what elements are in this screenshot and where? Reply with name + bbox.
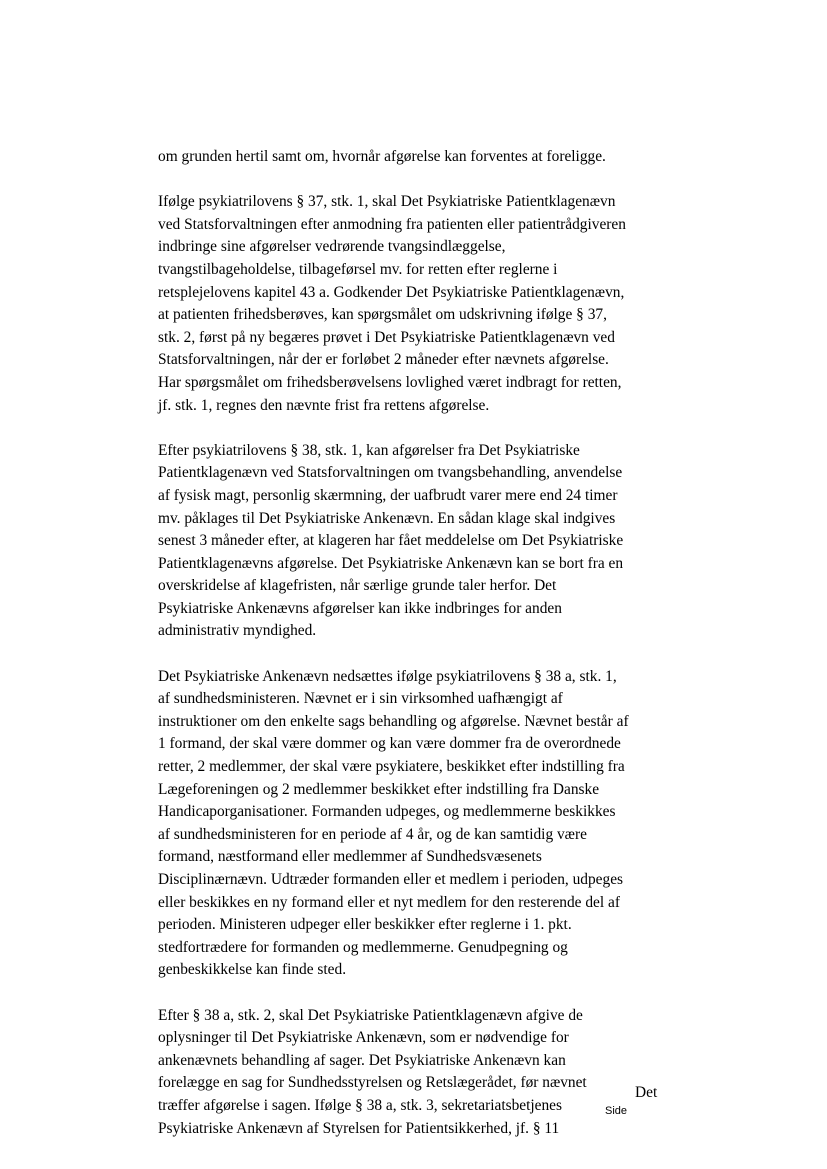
text-line: Psykiatriske Ankenævns afgørelser kan ikke indbringes for anden [158, 599, 562, 617]
text-line: overskridelse af klagefristen, når særlige grunde taler herfor. Det [158, 577, 557, 595]
text-line: Disciplinærnævn. Udtræder formanden eller et medlem i perioden, udpeges [158, 871, 624, 888]
text-line: Lægeforeningen og 2 medlemmer beskikket efter indstilling fra Danske [158, 780, 600, 798]
paragraph [158, 1005, 678, 1141]
paragraph [158, 666, 678, 982]
text-line: Statsforvaltningen, når der er forløbet 2 måneder efter nævnets afgørelse. [158, 351, 609, 369]
text-line: indbringe sine afgørelser vedrørende tvangsindlæggelse, [158, 238, 506, 256]
text-line: af sundhedsministeren for en periode af 4 år, og de kan samtidig være [158, 825, 587, 843]
text-line: træffer afgørelse i sagen. Ifølge § 38 a, stk. 3, sekretariatsbetjenes [158, 1096, 563, 1114]
text-line: af sundhedsministeren. Nævnet er i sin virksomhed uafhængigt af [158, 690, 563, 708]
text-line: tvangstilbageholdelse, tilbageførsel mv. for retten efter reglerne i [158, 260, 558, 278]
paragraph [158, 440, 678, 643]
text-line: stk. 2, først på ny begæres prøvet i Det Psykiatriske Patientklagenævn ved [158, 328, 615, 346]
text-line: af fysisk magt, personlig skærmning, der uafbrudt varer mere end 24 timer [158, 486, 618, 504]
text-line: forelægge en sag for Sundhedsstyrelsen og Retslægerådet, før nævnet [158, 1074, 587, 1092]
text-line: ved Statsforvaltningen efter anmodning fra patienten eller patientrådgiveren [158, 215, 626, 233]
text-line: Efter § 38 a, stk. 2, skal Det Psykiatriske Patientklagenævn afgive de [158, 1006, 583, 1024]
overflow-word-det: Det [635, 1084, 658, 1101]
text-line: Det Psykiatriske Ankenævn nedsættes ifølge psykiatrilovens § 38 a, stk. 1, [158, 667, 617, 685]
text-line: retsplejelovens kapitel 43 a. Godkender Det Psykiatriske Patientklagenævn, [158, 283, 625, 301]
text-line: oplysninger til Det Psykiatriske Ankenævn, som er nødvendige for [158, 1029, 569, 1047]
text-line: Patientklagenævns afgørelse. Det Psykiatriske Ankenævn kan se bort fra en [158, 554, 624, 572]
text-line: perioden. Ministeren udpeger eller beskikker efter reglerne i 1. pkt. [158, 916, 572, 934]
text-line: Ifølge psykiatrilovens § 37, stk. 1, skal Det Psykiatriske Patientklagenævn [158, 193, 616, 211]
text-line: Har spørgsmålet om frihedsberøvelsens lovlighed været indbragt for retten, [158, 373, 622, 391]
text-line: jf. stk. 1, regnes den nævnte frist fra rettens afgørelse. [158, 396, 490, 414]
text-line: Handicaporganisationer. Formanden udpeges, og medlemmerne beskikkes [158, 803, 616, 821]
text-line: retter, 2 medlemmer, der skal være psykiatere, beskikket efter indstilling fra [158, 758, 625, 776]
text-line: Psykiatriske Ankenævn af Styrelsen for Patientsikkerhed, jf. § 11 [158, 1119, 560, 1137]
text-line: stedfortrædere for formanden og medlemmerne. Genudpegning og [158, 938, 568, 956]
text-line: 1 formand, der skal være dommer og kan være dommer fra de overordnede [158, 735, 621, 753]
text-line: formand, næstformand eller medlemmer af Sundhedsvæsenets [158, 848, 542, 866]
paragraph [158, 146, 678, 169]
text-line: genbeskikkelse kan finde sted. [158, 961, 347, 979]
text-line: senest 3 måneder efter, at klageren har fået meddelelse om Det Psykiatriske [158, 532, 624, 550]
text-line: at patienten frihedsberøves, kan spørgsmålet om udskrivning ifølge § 37, [158, 306, 607, 324]
text-line: ankenævnets behandling af sager. Det Psykiatriske Ankenævn kan [158, 1051, 566, 1069]
text-line: om grunden hertil samt om, hvornår afgørelse kan forventes at foreligge. [158, 148, 606, 165]
text-line: Efter psykiatrilovens § 38, stk. 1, kan afgørelser fra Det Psykiatriske [158, 441, 580, 459]
document-body [158, 146, 678, 1163]
text-line: instruktioner om den enkelte sags behandling og afgørelse. Nævnet består af [158, 712, 629, 730]
page-footer-side-label: Side [605, 1105, 628, 1117]
text-line: mv. påklages til Det Psykiatriske Ankenævn. En sådan klage skal indgives [158, 509, 616, 527]
text-line: Patientklagenævn ved Statsforvaltningen om tvangsbehandling, anvendelse [158, 464, 623, 482]
text-line: eller beskikkes en ny formand eller et nyt medlem for den resterende del af [158, 893, 620, 911]
paragraph [158, 191, 678, 417]
text-line: administrativ myndighed. [158, 622, 317, 640]
